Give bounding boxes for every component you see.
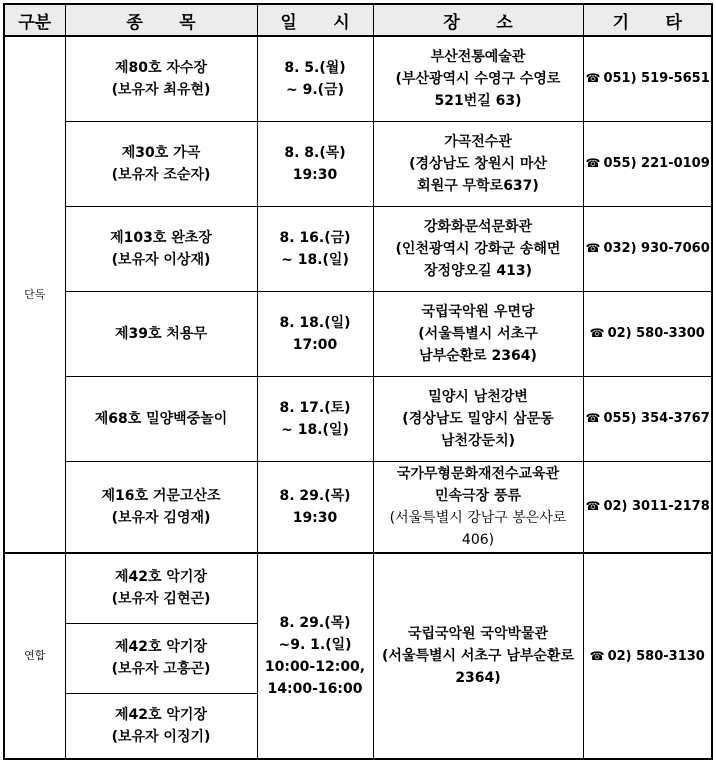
- date-cell: 8. 17.(토) ~ 18.(일): [257, 376, 373, 461]
- place-cell: 국립국악원 우면당 (서울특별시 서초구 남부순환로 2364): [373, 291, 583, 376]
- table-row: [4, 553, 712, 623]
- phone-icon: ☎: [585, 499, 601, 514]
- phone-icon: ☎: [585, 241, 601, 255]
- item-cell: 제42호 악기장 (보유자 고흥곤): [65, 623, 257, 693]
- performance-schedule-table: [3, 3, 713, 760]
- date-cell: 8. 29.(목) 19:30: [257, 461, 373, 553]
- phone-cell: ☎ 032) 930-7060: [583, 206, 712, 291]
- joint-date-cell: 8. 29.(목) ~9. 1.(일) 10:00-12:00, 14:00-16:00: [257, 553, 373, 759]
- phone-icon: ☎: [585, 156, 601, 170]
- place-cell: 강화화문석문화관 (인천광역시 강화군 송해면 장정양오길 413): [373, 206, 583, 291]
- table-row: [4, 206, 712, 291]
- phone-cell: ☎ 055) 221-0109: [583, 121, 712, 206]
- phone-icon: ☎: [585, 411, 601, 425]
- header-date: 일 시: [257, 4, 373, 36]
- phone-cell: ☎ 02) 3011-2178: [583, 461, 712, 553]
- phone-icon: ☎: [589, 326, 605, 340]
- item-cell: 제68호 밀양백중놀이: [65, 376, 257, 461]
- place-cell: 가곡전수관 (경상남도 창원시 마산 회원구 무학로637): [373, 121, 583, 206]
- phone-cell: ☎ 051) 519-5651: [583, 36, 712, 121]
- place-cell: 부산전통예술관 (부산광역시 수영구 수영로 521번길 63): [373, 36, 583, 121]
- header-place: 장 소: [373, 4, 583, 36]
- date-cell: 8. 18.(일) 17:00: [257, 291, 373, 376]
- item-cell: 제39호 처용무: [65, 291, 257, 376]
- date-cell: 8. 8.(목) 19:30: [257, 121, 373, 206]
- table-header-row: [4, 4, 712, 36]
- group-solo-cell: 단독: [4, 36, 65, 553]
- table-row: [4, 36, 712, 121]
- date-cell: 8. 5.(월) ~ 9.(금): [257, 36, 373, 121]
- table-row: [4, 291, 712, 376]
- table-row: [4, 461, 712, 553]
- phone-icon: ☎: [585, 71, 601, 86]
- item-cell: 제80호 자수장 (보유자 최유현): [65, 36, 257, 121]
- joint-place-cell: 국립국악원 국악박물관 (서울특별시 서초구 남부순환로 2364): [373, 553, 583, 759]
- table-row: [4, 376, 712, 461]
- place-cell: 밀양시 남천강변 (경상남도 밀양시 삼문동 남천강둔치): [373, 376, 583, 461]
- joint-phone-cell: ☎ 02) 580-3130: [583, 553, 712, 759]
- phone-cell: ☎ 02) 580-3300: [583, 291, 712, 376]
- header-category: 구분: [4, 4, 65, 36]
- item-cell: 제42호 악기장 (보유자 김현곤): [65, 553, 257, 623]
- item-cell: 제30호 가곡 (보유자 조순자): [65, 121, 257, 206]
- place-cell: 국가무형문화재전수교육관 민속극장 풍류 (서울특별시 강남구 봉은사로 406): [373, 461, 583, 553]
- phone-cell: ☎ 055) 354-3767: [583, 376, 712, 461]
- item-cell: 제103호 완초장 (보유자 이상재): [65, 206, 257, 291]
- group-joint-cell: 연합: [4, 553, 65, 759]
- header-item: 종 목: [65, 4, 257, 36]
- table-row: [4, 121, 712, 206]
- item-cell: 제16호 거문고산조 (보유자 김영재): [65, 461, 257, 553]
- header-etc: 기 타: [583, 4, 712, 36]
- date-cell: 8. 16.(금) ~ 18.(일): [257, 206, 373, 291]
- item-cell: 제42호 악기장 (보유자 이징기): [65, 693, 257, 759]
- phone-icon: ☎: [589, 648, 605, 663]
